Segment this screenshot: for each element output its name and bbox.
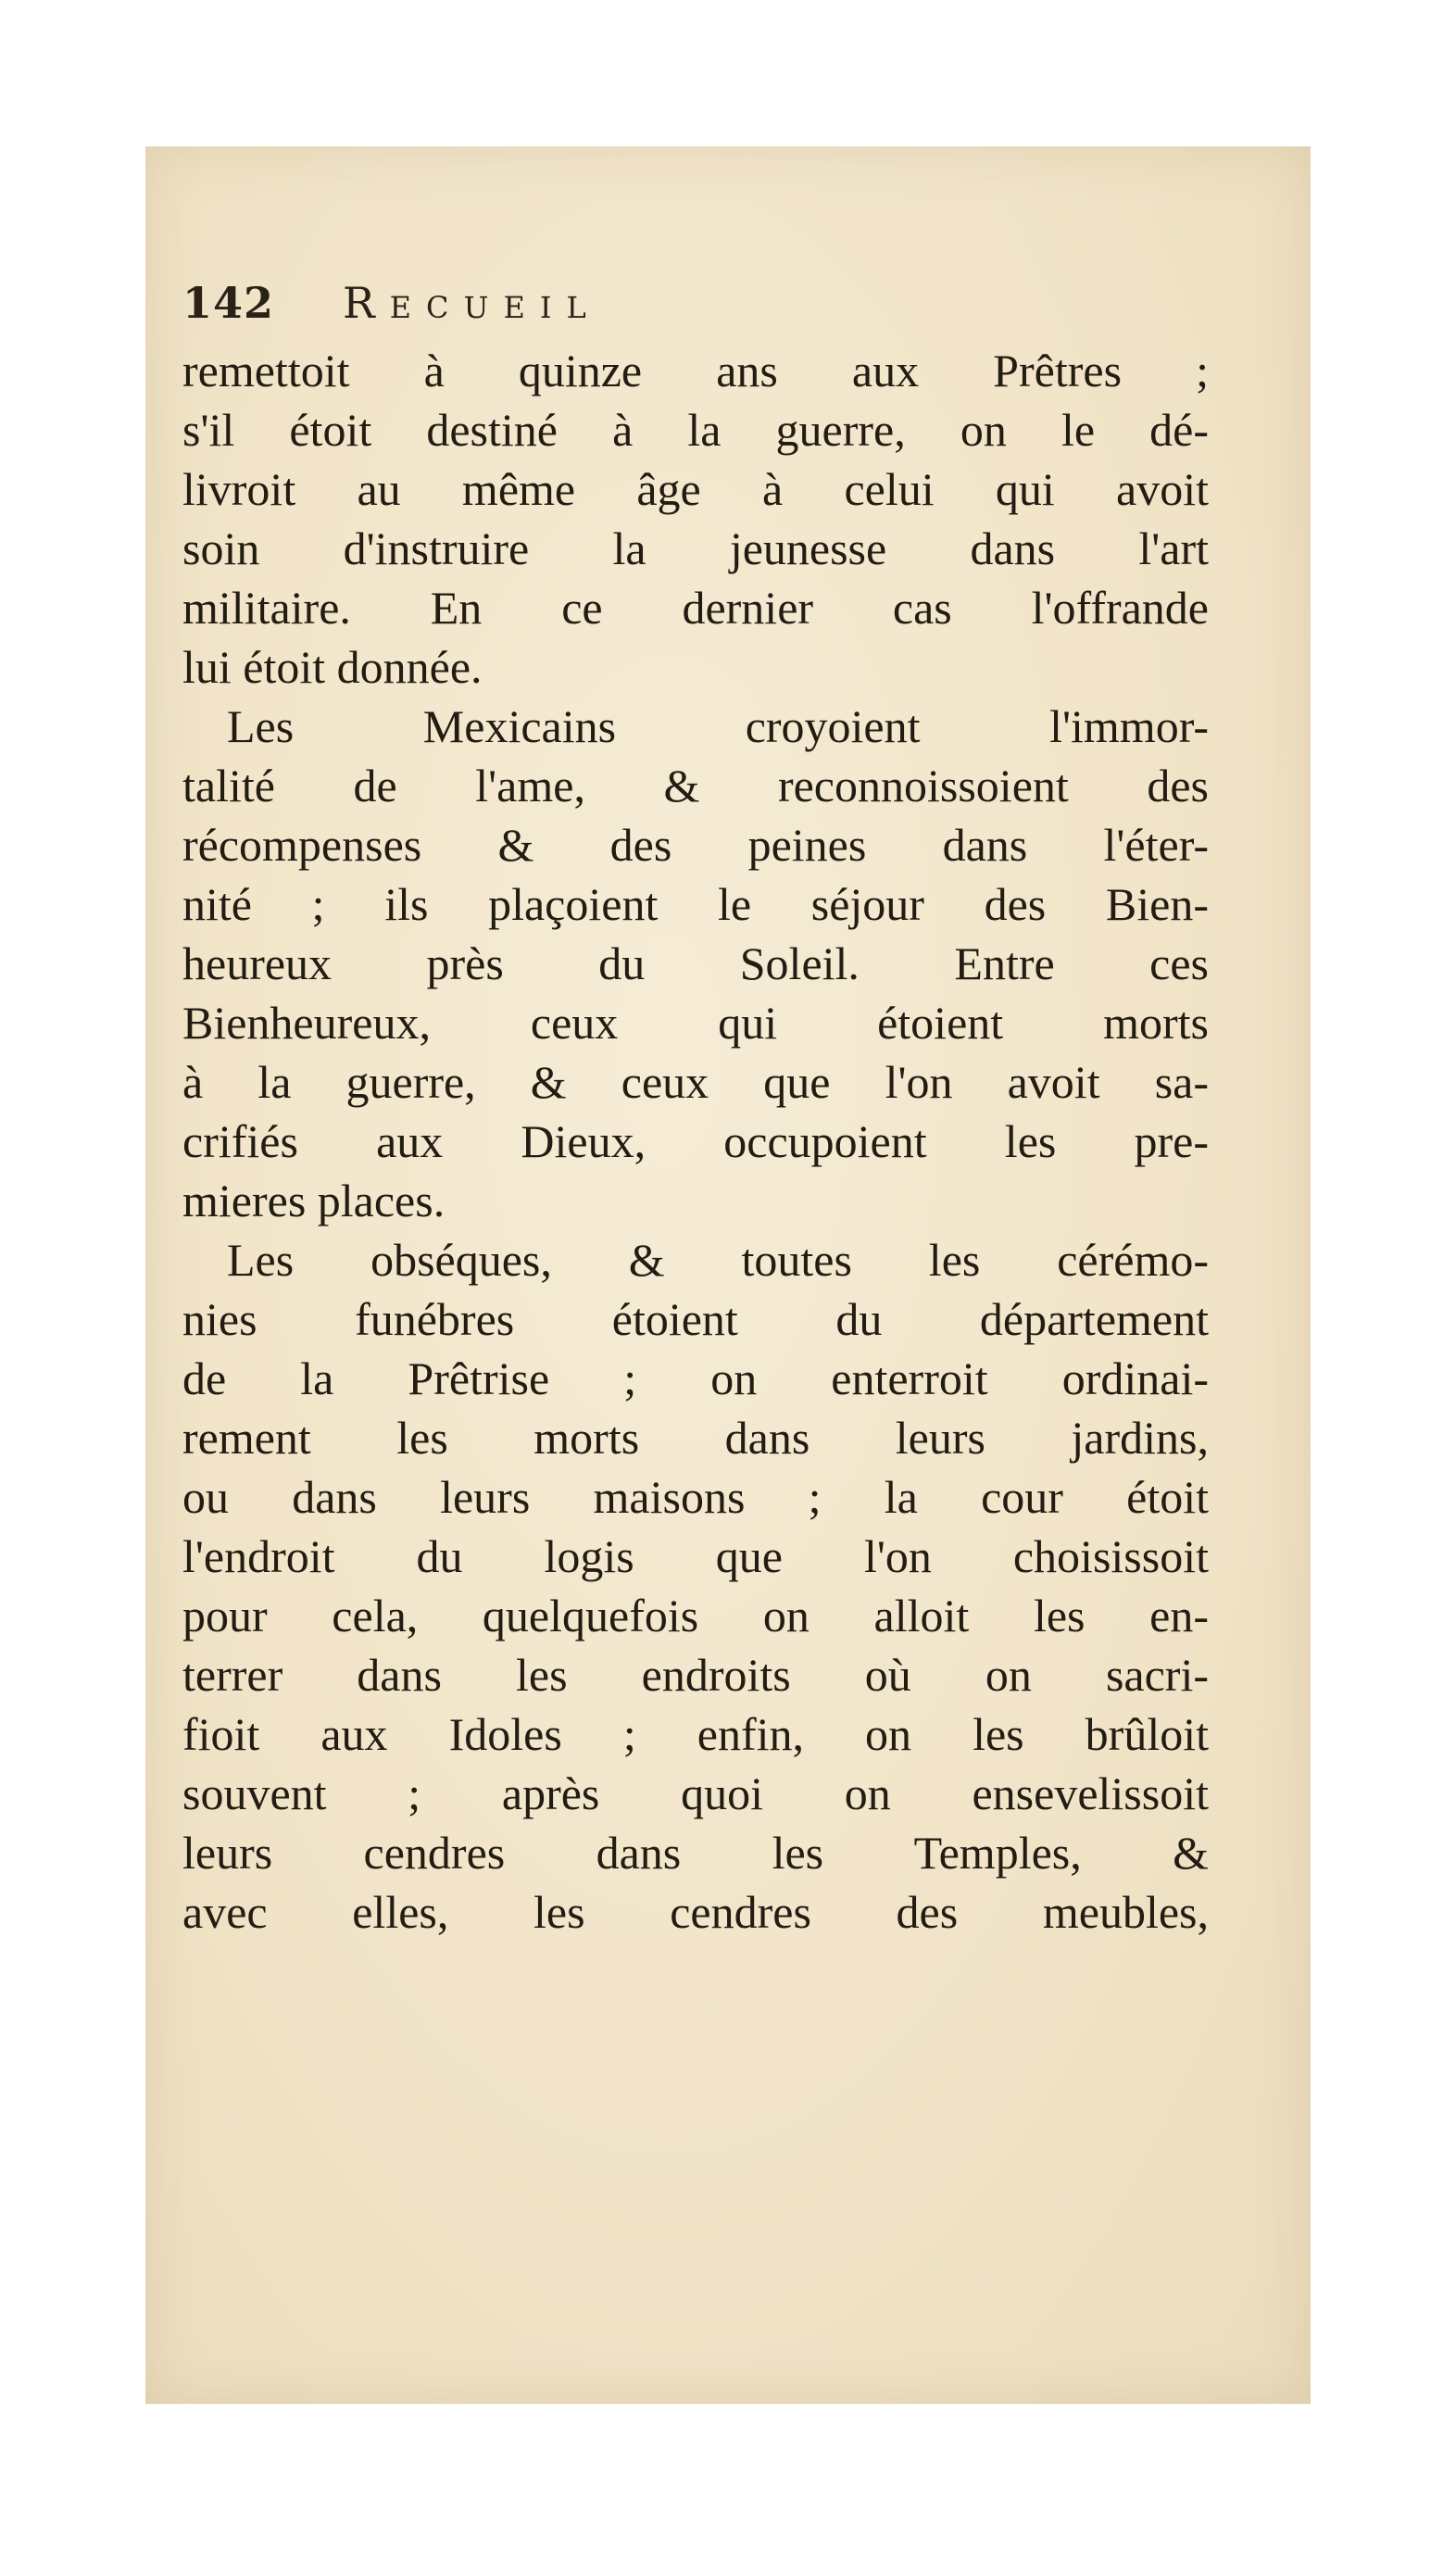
text-line: soin d'instruire la jeunesse dans l'art bbox=[182, 522, 1209, 574]
text-line: Bienheureux, ceux qui étoient morts bbox=[182, 997, 1209, 1049]
text-line: s'il étoit destiné à la guerre, on le dé- bbox=[182, 404, 1209, 456]
text-line: Les Mexicains croyoient l'immor- bbox=[227, 700, 1209, 752]
text-line: fioit aux Idoles ; enfin, on les brûloit bbox=[182, 1708, 1209, 1760]
text-line: souvent ; après quoi on ensevelissoit bbox=[182, 1767, 1209, 1819]
page-header bbox=[182, 278, 1209, 343]
paragraph bbox=[182, 341, 1209, 697]
text-line: rement les morts dans leurs jardins, bbox=[182, 1412, 1209, 1464]
running-title: Recueil bbox=[343, 278, 601, 328]
text-line: remettoit à quinze ans aux Prêtres ; bbox=[182, 345, 1209, 396]
text-line: récompenses & des peines dans l'éter- bbox=[182, 819, 1209, 871]
text-line: talité de l'ame, & reconnoissoient des bbox=[182, 760, 1209, 811]
text-line: heureux près du Soleil. Entre ces bbox=[182, 937, 1209, 989]
text-line: Les obséques, & toutes les cérémo- bbox=[227, 1234, 1209, 1286]
text-line: terrer dans les endroits où on sacri- bbox=[182, 1649, 1209, 1701]
text-line: leurs cendres dans les Temples, & bbox=[182, 1827, 1209, 1879]
text-line: l'endroit du logis que l'on choisissoit bbox=[182, 1530, 1209, 1582]
text-line: ou dans leurs maisons ; la cour étoit bbox=[182, 1471, 1209, 1523]
paragraph bbox=[182, 1230, 1209, 1942]
text-line: livroit au même âge à celui qui avoit bbox=[182, 463, 1209, 515]
text-line: militaire. En ce dernier cas l'offrande bbox=[182, 582, 1209, 634]
body-text bbox=[182, 341, 1209, 1942]
page-number: 142 bbox=[182, 278, 275, 328]
text-line: lui étoit donnée. bbox=[182, 641, 483, 693]
text-line: nité ; ils plaçoient le séjour des Bien- bbox=[182, 878, 1209, 930]
text-line: nies funébres étoient du département bbox=[182, 1293, 1209, 1345]
text-line: de la Prêtrise ; on enterroit ordinai- bbox=[182, 1352, 1209, 1404]
paragraph bbox=[182, 697, 1209, 1230]
text-line: à la guerre, & ceux que l'on avoit sa- bbox=[182, 1056, 1209, 1108]
text-line: avec elles, les cendres des meubles, bbox=[182, 1886, 1209, 1938]
text-line: mieres places. bbox=[182, 1175, 446, 1226]
text-line: pour cela, quelquefois on alloit les en- bbox=[182, 1590, 1209, 1641]
text-line: crifiés aux Dieux, occupoient les pre- bbox=[182, 1115, 1209, 1167]
